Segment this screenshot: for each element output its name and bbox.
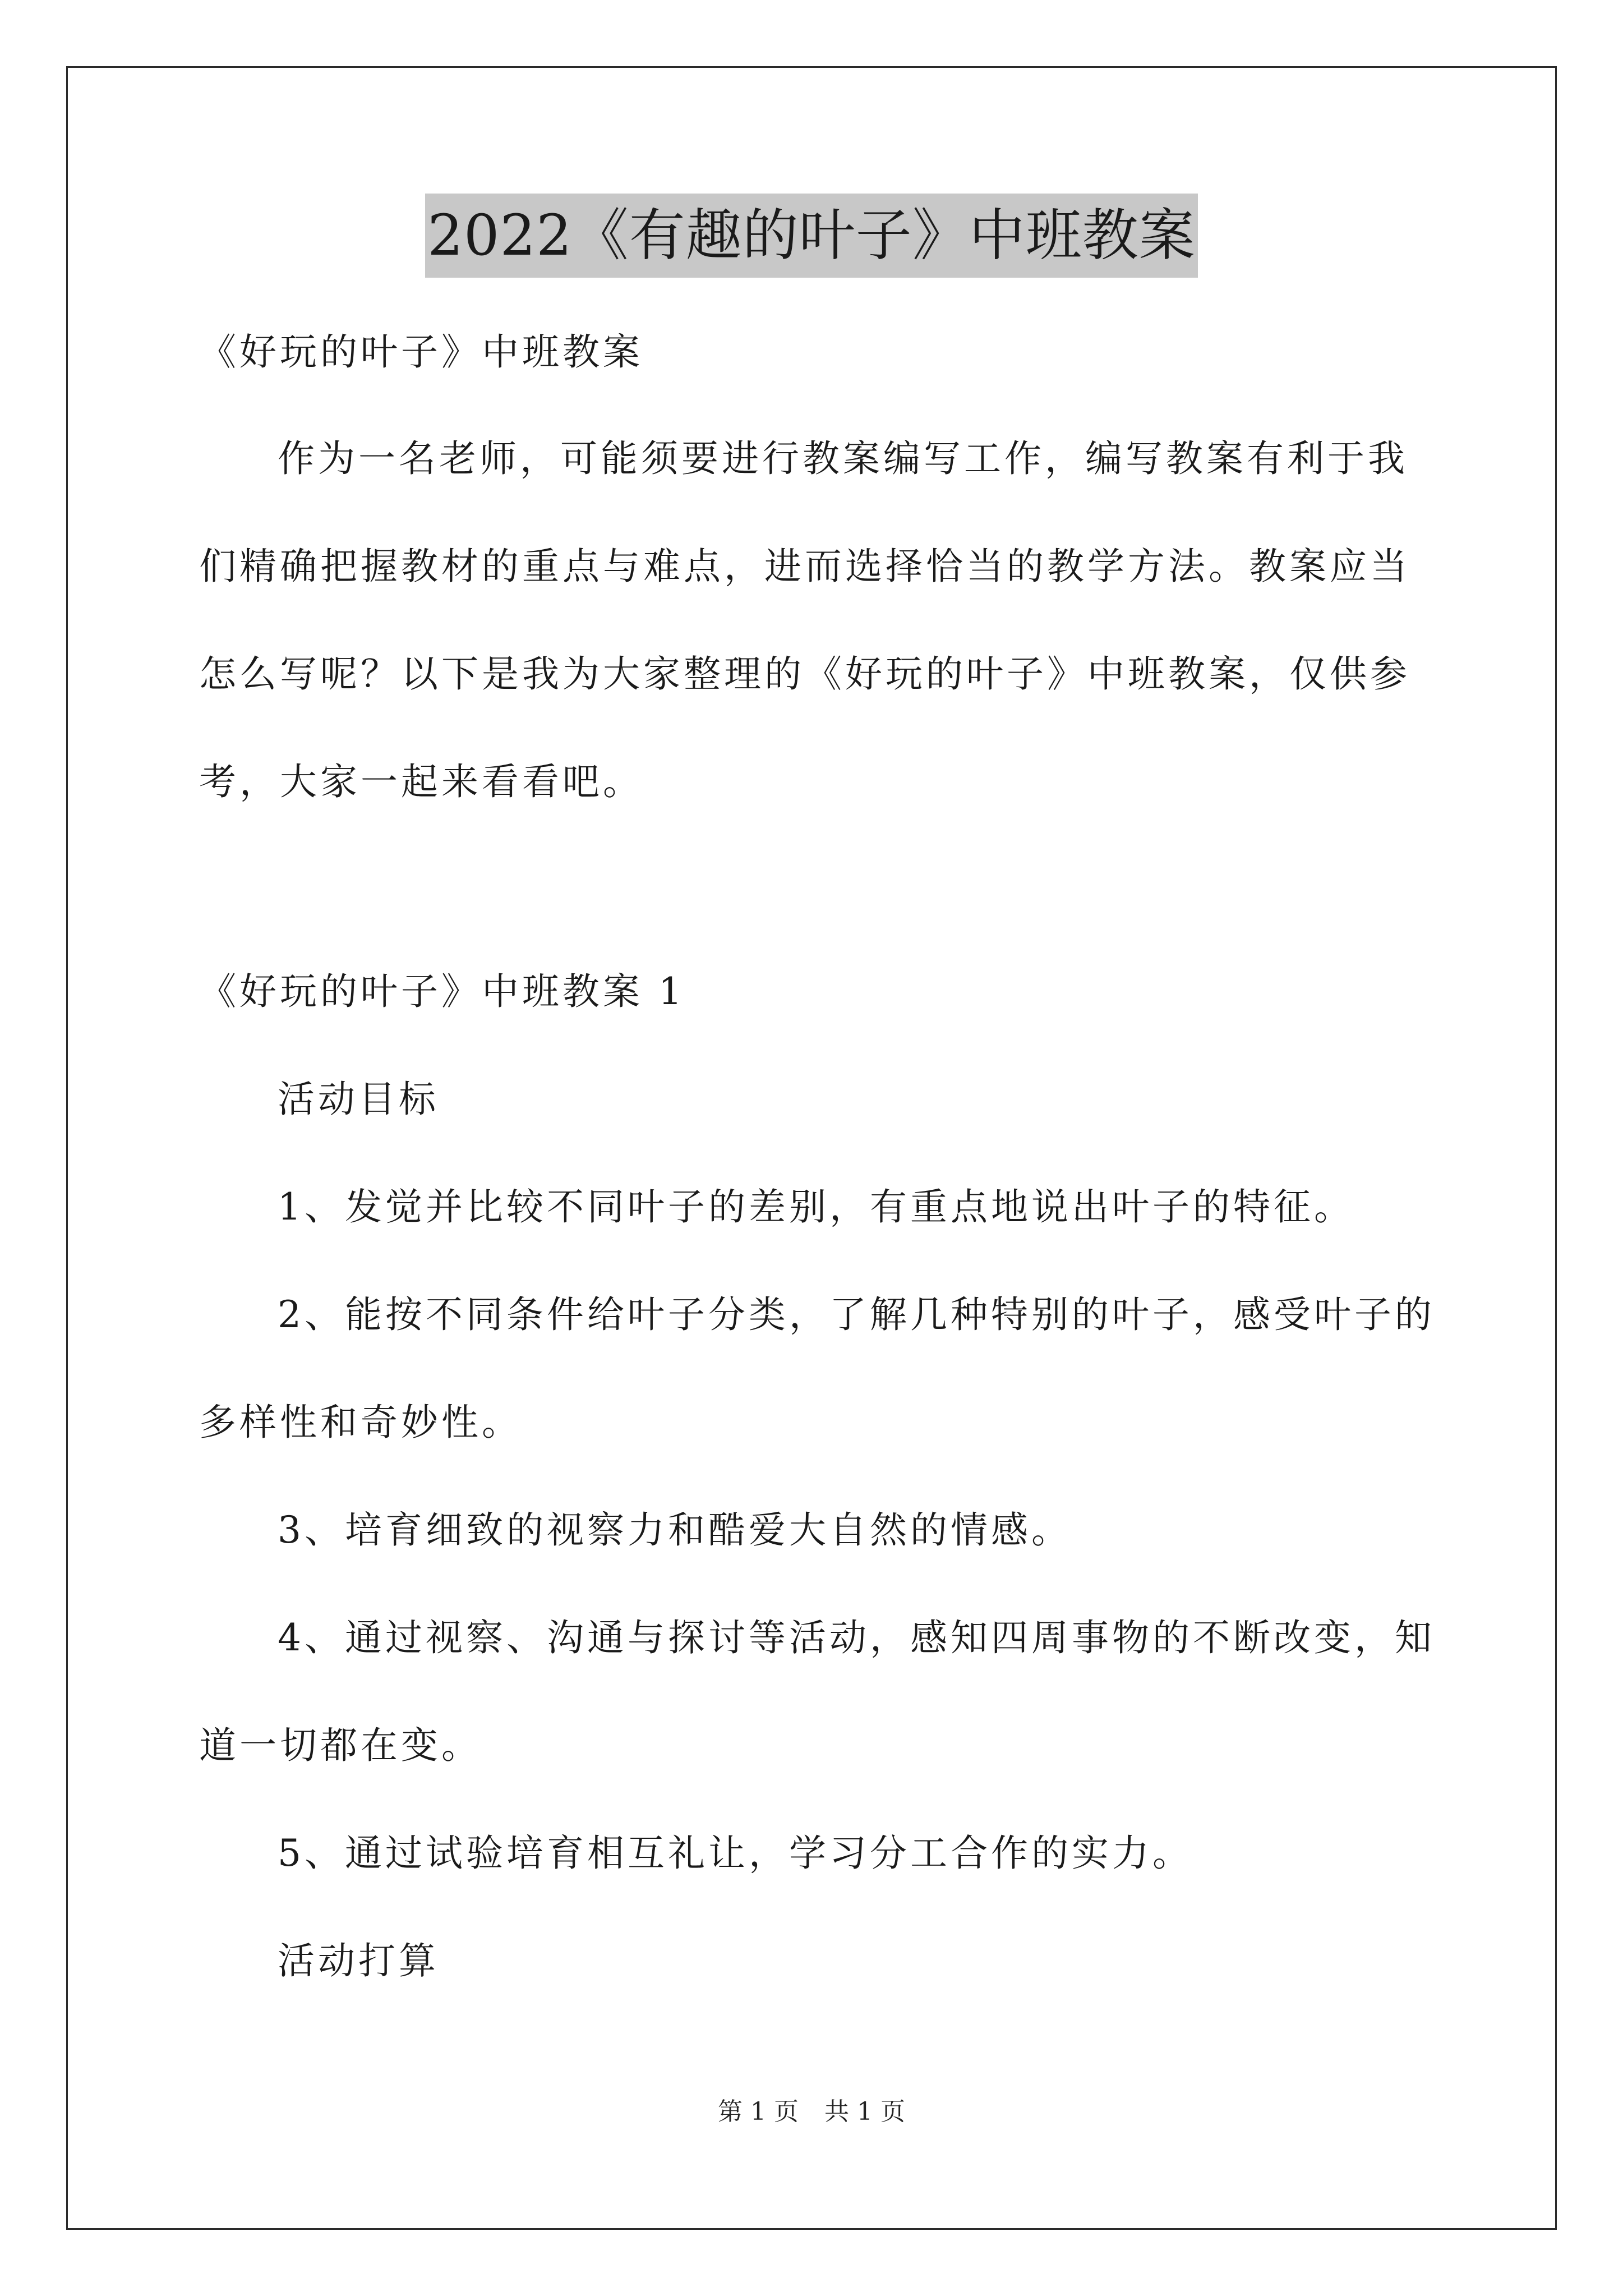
page-number: 第 1 页: [718, 2097, 799, 2126]
subheading-preparation: 活动打算: [278, 1939, 439, 1982]
objective-item-continued: 道一切都在变。: [199, 1724, 482, 1767]
page-footer: [0, 2095, 1623, 2129]
intro-heading: 《好玩的叶子》中班教案: [199, 330, 643, 374]
section-heading: 《好玩的叶子》中班教案 1: [199, 970, 685, 1013]
title-container: [0, 194, 1623, 278]
paragraph-line: 怎么写呢？以下是我为大家整理的《好玩的叶子》中班教案，仅供参: [199, 652, 1410, 696]
paragraph-line: 们精确把握教材的重点与难点，进而选择恰当的教学方法。教案应当: [199, 545, 1410, 588]
objective-item: 4、通过视察、沟通与探讨等活动，感知四周事物的不断改变，知: [278, 1616, 1435, 1659]
document-title: 2022《有趣的叶子》中班教案: [425, 194, 1198, 278]
page-total: 共 1 页: [824, 2097, 905, 2126]
objective-item: 5、通过试验培育相互礼让，学习分工合作的实力。: [278, 1832, 1193, 1875]
objective-item-continued: 多样性和奇妙性。: [199, 1401, 522, 1444]
page-border: [66, 66, 1557, 2230]
objective-item: 1、发觉并比较不同叶子的差别，有重点地说出叶子的特征。: [278, 1185, 1354, 1228]
subheading-objectives: 活动目标: [278, 1078, 439, 1121]
paragraph-line: 作为一名老师，可能须要进行教案编写工作，编写教案有利于我: [278, 437, 1408, 480]
objective-item: 3、培育细致的视察力和酷爱大自然的情感。: [278, 1508, 1072, 1552]
paragraph-line: 考，大家一起来看看吧。: [199, 760, 643, 803]
objective-item: 2、能按不同条件给叶子分类，了解几种特别的叶子，感受叶子的: [278, 1293, 1435, 1336]
